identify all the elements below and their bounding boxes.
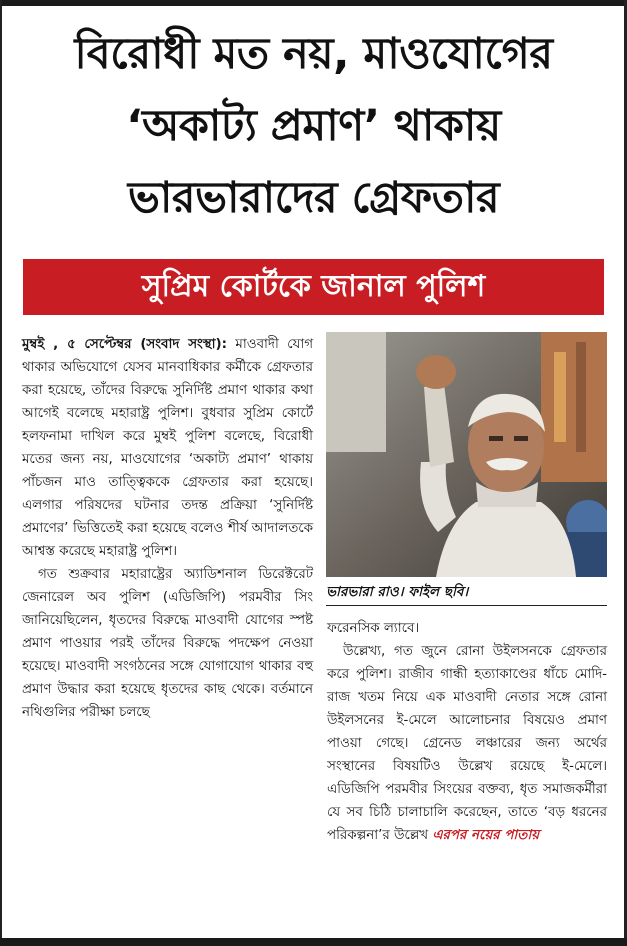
continued-link[interactable]: এরপর নয়ের পাতায় xyxy=(432,828,540,843)
dateline: মুম্বই , ৫ সেপ্টেম্বর (সংবাদ সংস্থা): xyxy=(22,337,228,352)
headline-line-3: ভারভারাদের গ্রেফতার xyxy=(127,173,500,223)
top-border xyxy=(0,0,627,6)
subheadline-banner: সুপ্রিম কোর্টকে জানাল পুলিশ xyxy=(23,259,604,315)
headline-line-2: ‘অকাট্য প্রমাণ’ থাকায় xyxy=(126,101,501,151)
paragraph-3: ফরেনসিক ল্যাবে। xyxy=(327,621,420,636)
left-border xyxy=(0,0,2,946)
paragraph-1: মাওবাদী যোগ থাকার অভিযোগে যেসব মানবাধিকার কর্মীকে গ্রেফতার করা হয়েছে, তাঁদের বিরুদ্ধে সুনির্দিষ্ট প্রমাণ থাকার কথা আগেই বলেছে মহারাষ্ট্র পুলিশ। বুধবার সুপ্রিম কোর্টে হলফনামা দাখিল করে মুম্বই পুলিশ বলেছে, বিরোধী মতের জন্য নয়, মাওযোগের ‘অকাট্য প্রমাণ’ থাকায় পাঁচজন মাও তাত্ত্বিককে গ্রেফতার করা হয়েছে। এলগার পরিষদের ঘটনার তদন্ত প্রক্রিয়া ‘সুনির্দিষ্ট প্রমাণের’ ভিত্তিতেই করা হয়েছে বলেও শীর্ষ আদালতকে আশ্বস্ত করেছে মহারাষ্ট্র পুলিশ। xyxy=(22,337,313,559)
headline xyxy=(8,18,619,234)
photo-varavara-rao xyxy=(326,332,607,577)
bottom-border xyxy=(0,938,627,946)
paragraph-2: গত শুক্রবার মহারাষ্ট্রের অ্যাডিশনাল ডিরেক্টরেট জেনারেল অব পুলিশ (এডিজিপি) পরমবীর সিং জানিয়েছিলেন, ধৃতদের বিরুদ্ধে মাওবাদী যোগের স্পষ্ট প্রমাণ পাওয়ার পরই তাঁদের বিরুদ্ধে পদক্ষেপ নেওয়া হয়েছে। মাওবাদী সংগঠনের সঙ্গে যোগাযোগ থাকার বহু প্রমাণ উদ্ধার করা হয়েছে ধৃতদের কাছ থেকে। বর্তমানে নথিগুলির পরীক্ষা চলছে xyxy=(22,567,313,720)
left-column xyxy=(22,333,313,724)
paragraph-4: উল্লেখ্য, গত জুনে রোনা উইলসনকে গ্রেফতার করে পুলিশ। রাজীব গান্ধী হত্যাকাণ্ডের ধাঁচে মোদি-রাজ খতম নিয়ে এক মাওবাদী নেতার সঙ্গে রোনা উইলসনের ই-মেলে আলোচনার বিষয়েও প্রমাণ পাওয়া গেছে। গ্রেনেড লঞ্চারের জন্য অর্থের সংস্থানের বিষয়টিও উল্লেখ রয়েছে ই-মেলে। এডিজিপি পরমবীর সিংয়ের বক্তব্য, ধৃত সমাজকর্মীরা যে সব চিঠি চালাচালি করেছেন, তাতে ‘বড় ধরনের পরিকল্পনা’র উল্লেখ xyxy=(327,644,607,843)
right-column xyxy=(327,617,607,847)
headline-line-1: বিরোধী মত নয়, মাওযোগের xyxy=(74,29,553,79)
photo-caption: ভারভারা রাও। ফাইল ছবি। xyxy=(326,580,607,606)
